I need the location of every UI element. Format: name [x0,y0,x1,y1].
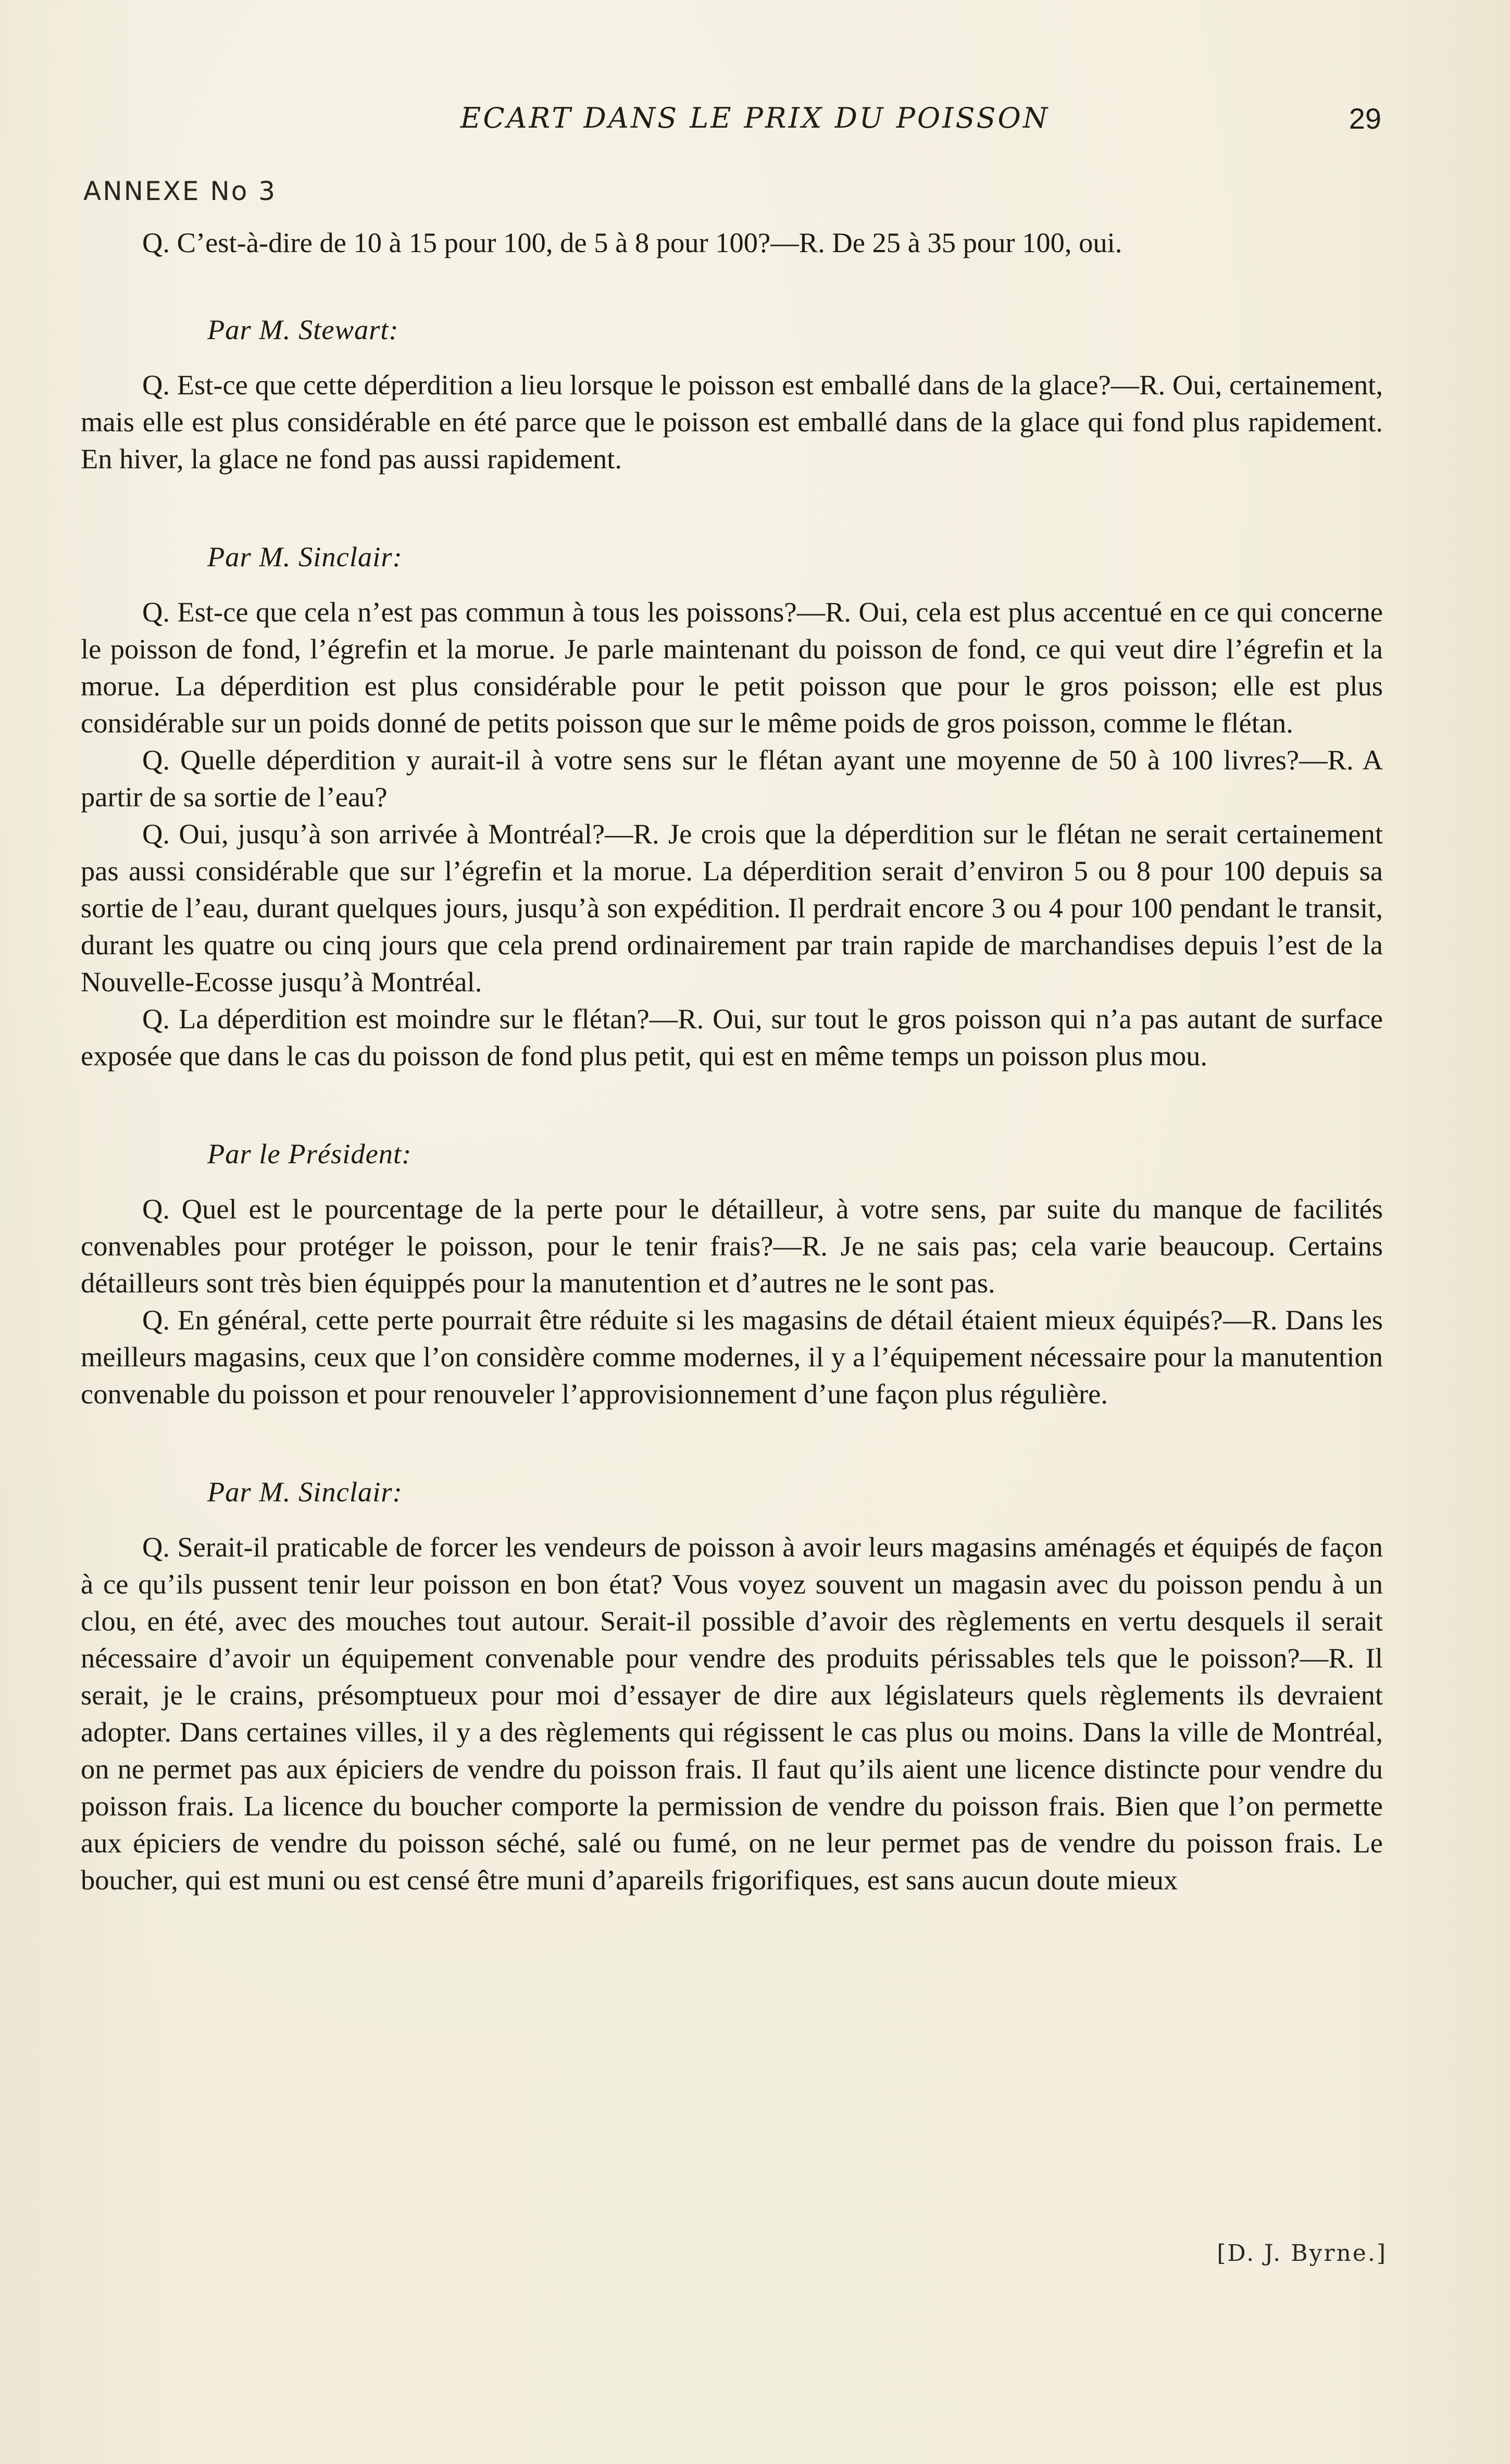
running-head [0,102,1510,148]
annex-label: ANNEXE No 3 [83,176,277,206]
witness-signature: [D. J. Byrne.] [1217,2240,1387,2267]
paragraph: Q. C’est-à-dire de 10 à 15 pour 100, de 5 à 8 pour 100?—R. De 25 à 35 pour 100, oui. [142,227,1122,258]
paragraph: Q. Serait-il praticable de forcer les vendeurs de poisson à avoir leurs magasins aménagés et équipés de façon à ce qu’ils pussent tenir leur poisson en bon état? Vous voyez souvent un magasin avec du poisson pendu à un clou, en été, avec des mouches tout autour. Serait-il possible d’avoir des règlements en vertu desquels il serait nécessaire d’avoir un équipement convenable pour vendre des produits périssables tels que le poisson?—R. Il serait, je le crains, présomptueux pour moi d’essayer de dire aux législateurs quels règlements ils devraient adopter. Dans certaines villes, il y a des règlements qui régissent le cas plus ou moins. Dans la ville de Montréal, on ne permet pas aux épiciers de vendre du poisson frais. Il faut qu’ils aient une licence distincte pour vendre du poisson frais. La licence du boucher comporte la permission de vendre du poisson frais. Bien que l’on permette aux épiciers de vendre du poisson séché, salé ou fumé, on ne leur permet pas de vendre du poisson frais. Le boucher, qui est muni ou est censé être muni d’apareils frigorifiques, est sans aucun doute mieux [81,1531,1383,1896]
paragraph: Q. Quelle déperdition y aurait-il à votre sens sur le flétan ayant une moyenne de 50 à 100 livres?—R. A partir de sa sortie de l’eau? [81,744,1383,813]
speaker-heading: Par M. Sinclair: [207,1476,403,1508]
page-number: 29 [1349,102,1381,135]
paragraph: Q. La déperdition est moindre sur le flétan?—R. Oui, sur tout le gros poisson qui n’a pas autant de surface exposée que dans le cas du poisson de fond plus petit, qui est en même temps un poisson plus mou. [81,1003,1383,1072]
running-title: ECART DANS LE PRIX DU POISSON [460,102,1050,134]
paragraph: Q. Est-ce que cette déperdition a lieu lorsque le poisson est emballé dans de la glace?—R. Oui, certainement, mais elle est plus considérable en été parce que le poisson est emballé dans de la glace qui fond plus rapidement. En hiver, la glace ne fond pas aussi rapidement. [81,369,1383,475]
paragraph: Q. Est-ce que cela n’est pas commun à tous les poissons?—R. Oui, cela est plus accentué en ce qui concerne le poisson de fond, l’égrefin et la morue. Je parle maintenant du poisson de fond, ce qui veut dire l’égrefin et la morue. La déperdition est plus considérable pour le petit poisson que pour le gros poisson; elle est plus considérable sur un poids donné de petits poisson que sur le même poids de gros poisson, comme le flétan. [81,596,1383,739]
speaker-heading: Par le Président: [207,1138,412,1169]
speaker-heading: Par M. Stewart: [207,314,399,345]
body-text [81,224,1383,1898]
paragraph: Q. Oui, jusqu’à son arrivée à Montréal?—R. Je crois que la déperdition sur le flétan ne serait certainement pas aussi considérable que sur l’égrefin et la morue. La déperdition serait d’environ 5 ou 8 pour 100 depuis sa sortie de l’eau, durant quelques jours, jusqu’à son expédition. Il perdrait encore 3 ou 4 pour 100 pendant le transit, durant les quatre ou cinq jours que cela prend ordinairement par train rapide de marchandises depuis l’est de la Nouvelle-Ecosse jusqu’à Montréal. [81,818,1383,998]
paragraph: Q. Quel est le pourcentage de la perte pour le détailleur, à votre sens, par suite du manque de facilités convenables pour protéger le poisson, pour le tenir frais?—R. Je ne sais pas; cela varie beaucoup. Certains détailleurs sont très bien équippés pour la manutention et d’autres ne le sont pas. [81,1193,1383,1299]
speaker-heading: Par M. Sinclair: [207,541,403,573]
paragraph: Q. En général, cette perte pourrait être réduite si les magasins de détail étaient mieux équipés?—R. Dans les meilleurs magasins, ceux que l’on considère comme modernes, il y a l’équipement nécessaire pour la manutention convenable du poisson et pour renouveler l’approvisionnement d’une façon plus régulière. [81,1304,1383,1410]
